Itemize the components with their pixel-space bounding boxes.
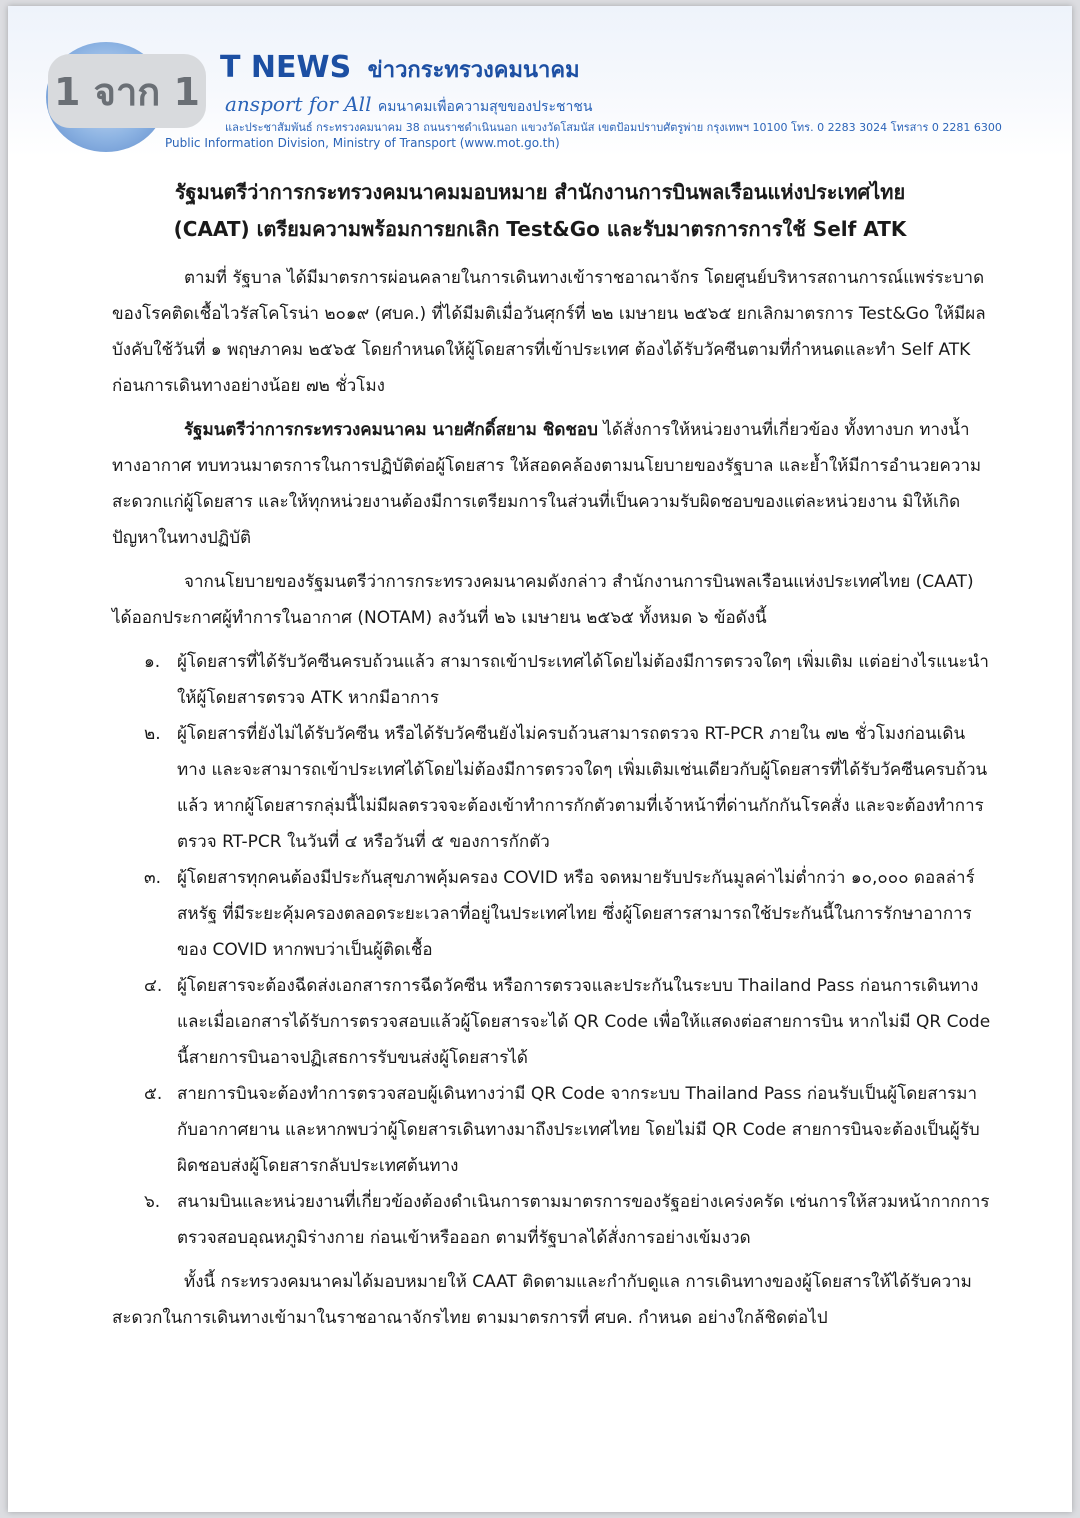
brand-thai: ข่าวกระทรวงคมนาคม (367, 58, 580, 83)
list-item-text: สายการบินจะต้องทำการตรวจสอบผู้เดินทางว่ามี QR Code จากระบบ Thailand Pass ก่อนรับเป็นผู้โดยสารมากับอากาศยาน และหากพบว่าผู้โดยสารเดินทางมาถึงประเทศไทย โดยไม่มี QR Code สายการบินจะต้องเป็นผู้รับผิดชอบส่งผู้โดยสารกลับประเทศต้นทาง (177, 1084, 980, 1176)
list-item (112, 1076, 992, 1184)
list-item-text: สนามบินและหน่วยงานที่เกี่ยวข้องต้องดำเนินการตามมาตรการของรัฐอย่างเคร่งครัด เช่นการให้สวมหน้ากากการตรวจสอบอุณหภูมิร่างกาย ก่อนเข้าหรือออก ตามที่รัฐบาลได้สั่งการอย่างเข้มงวด (177, 1192, 990, 1248)
page-indicator: 1 จาก 1 (48, 54, 206, 128)
list-item (112, 644, 992, 716)
brand-name: T NEWS (220, 50, 352, 85)
paragraph-1: ตามที่ รัฐบาล ได้มีมาตรการผ่อนคลายในการเดินทางเข้าราชอาณาจักร โดยศูนย์บริหารสถานการณ์แพร่ระบาดของโรคติดเชื้อไวรัสโคโรน่า ๒๐๑๙ (ศบค.) ที่ได้มีมติเมื่อวันศุกร์ที่ ๒๒ เมษายน ๒๕๖๕ ยกเลิกมาตรการ Test&Go ให้มีผลบังคับใช้วันที่ ๑ พฤษภาคม ๒๕๖๕ โดยกำหนดให้ผู้โดยสารที่เข้าประเทศ ต้องได้รับวัคซีนตามที่กำหนดและทำ Self ATK ก่อนการเดินทางอย่างน้อย ๗๒ ชั่วโมง (112, 268, 986, 396)
list-number: ๔. (144, 976, 163, 996)
slogan-english: ansport for All (225, 92, 372, 116)
brand-title (220, 50, 580, 87)
paragraph-2 (112, 412, 992, 556)
list-item (112, 716, 992, 860)
list-number: ๕. (144, 1084, 163, 1104)
list-item-text: ผู้โดยสารทุกคนต้องมีประกันสุขภาพคุ้มครอง COVID หรือ จดหมายรับประกันมูลค่าไม่ต่ำกว่า ๑๐,๐๐๐ ดอลล่าร์สหรัฐ ที่มีระยะคุ้มครองตลอดระยะเวลาที่อยู่ในประเทศไทย ซึ่งผู้โดยสารสามารถใช้ประกันนี้ในการรักษาอาการของ COVID หากพบว่าเป็นผู้ติดเชื้อ (177, 868, 975, 960)
document-page (8, 6, 1072, 1512)
list-item-text: ผู้โดยสารที่ยังไม่ได้รับวัคซีน หรือได้รับวัคซีนยังไม่ครบถ้วนสามารถตรวจ RT-PCR ภายใน ๗๒ ชั่วโมงก่อนเดินทาง และจะสามารถเข้าประเทศได้โดยไม่ต้องมีการตรวจใดๆ เพิ่มเติมเช่นเดียวกับผู้โดยสารที่ได้รับวัคซีนครบถ้วนแล้ว หากผู้โดยสารกลุ่มนี้ไม่มีผลตรวจจะต้องเข้าทำการกักตัวตามที่เจ้าหน้าที่ด่านกักกันโรคสั่ง และจะต้องทำการตรวจ RT-PCR ในวันที่ ๔ หรือวันที่ ๕ ของการกักตัว (177, 724, 988, 852)
paragraph-4: ทั้งนี้ กระทรวงคมนาคมได้มอบหมายให้ CAAT ติดตามและกำกับดูแล การเดินทางของผู้โดยสารให้ได้รับความสะดวกในการเดินทางเข้ามาในราชอาณาจักรไทย ตามมาตรการที่ ศบค. กำหนด อย่างใกล้ชิดต่อไป (112, 1272, 972, 1328)
headline-line-2: (CAAT) เตรียมความพร้อมการยกเลิก Test&Go และรับมาตรการการใช้ Self ATK (173, 217, 907, 241)
address-line: และประชาสัมพันธ์ กระทรวงคมนาคม 38 ถนนราชดำเนินนอก แขวงวัดโสมนัส เขตป้อมปราบศัตรูพ่าย กรุงเทพฯ 10100 โทร. 0 2283 3024 โทรสาร 0 2281 6300 (225, 121, 1002, 134)
slogan (225, 92, 592, 118)
list-item (112, 860, 992, 968)
list-number: ๒. (144, 724, 161, 744)
article-body (112, 260, 992, 1344)
list-number: ๑. (144, 652, 161, 672)
paragraph-3: จากนโยบายของรัฐมนตรีว่าการกระทรวงคมนาคมดังกล่าว สำนักงานการบินพลเรือนแห่งประเทศไทย (CAAT) ได้ออกประกาศผู้ทำการในอากาศ (NOTAM) ลงวันที่ ๒๖ เมษายน ๒๕๖๕ ทั้งหมด ๖ ข้อดังนี้ (112, 572, 974, 628)
list-item-text: ผู้โดยสารจะต้องฉีดส่งเอกสารการฉีดวัคซีน หรือการตรวจและประกันในระบบ Thailand Pass ก่อนการเดินทางและเมื่อเอกสารได้รับการตรวจสอบแล้วผู้โดยสารจะได้ QR Code เพื่อให้แสดงต่อสายการบิน หากไม่มี QR Code นี้สายการบินอาจปฏิเสธการรับขนส่งผู้โดยสารได้ (177, 976, 991, 1068)
list-item (112, 1184, 992, 1256)
list-item (112, 968, 992, 1076)
slogan-thai: คมนาคมเพื่อความสุขของประชาชน (377, 99, 593, 115)
division-line: Public Information Division, Ministry of Transport (www.mot.go.th) (165, 136, 560, 150)
headline-line-1: รัฐมนตรีว่าการกระทรวงคมนาคมมอบหมาย สำนักงานการบินพลเรือนแห่งประเทศไทย (174, 180, 906, 204)
paragraph-2-text: ได้สั่งการให้หน่วยงานที่เกี่ยวข้อง ทั้งทางบก ทางน้ำ ทางอากาศ ทบทวนมาตรการในการปฏิบัติต่อผู้โดยสาร ให้สอดคล้องตามนโยบายของรัฐบาล และย้ำให้มีการอำนวยความสะดวกแก่ผู้โดยสาร และให้ทุกหน่วยงานต้องมีการเตรียมการในส่วนที่เป็นความรับผิดชอบของแต่ละหน่วยงาน มิให้เกิดปัญหาในทางปฏิบัติ (112, 420, 982, 548)
list-item-text: ผู้โดยสารที่ได้รับวัคซีนครบถ้วนแล้ว สามารถเข้าประเทศได้โดยไม่ต้องมีการตรวจใดๆ เพิ่มเติม แต่อย่างไรแนะนำให้ผู้โดยสารตรวจ ATK หากมีอาการ (177, 652, 989, 708)
list-number: ๖. (144, 1192, 161, 1212)
minister-name: รัฐมนตรีว่าการกระทรวงคมนาคม นายศักดิ์สยาม ชิดชอบ (184, 420, 598, 440)
headline (68, 174, 1012, 248)
list-number: ๓. (144, 868, 162, 888)
measures-list (112, 644, 992, 1256)
